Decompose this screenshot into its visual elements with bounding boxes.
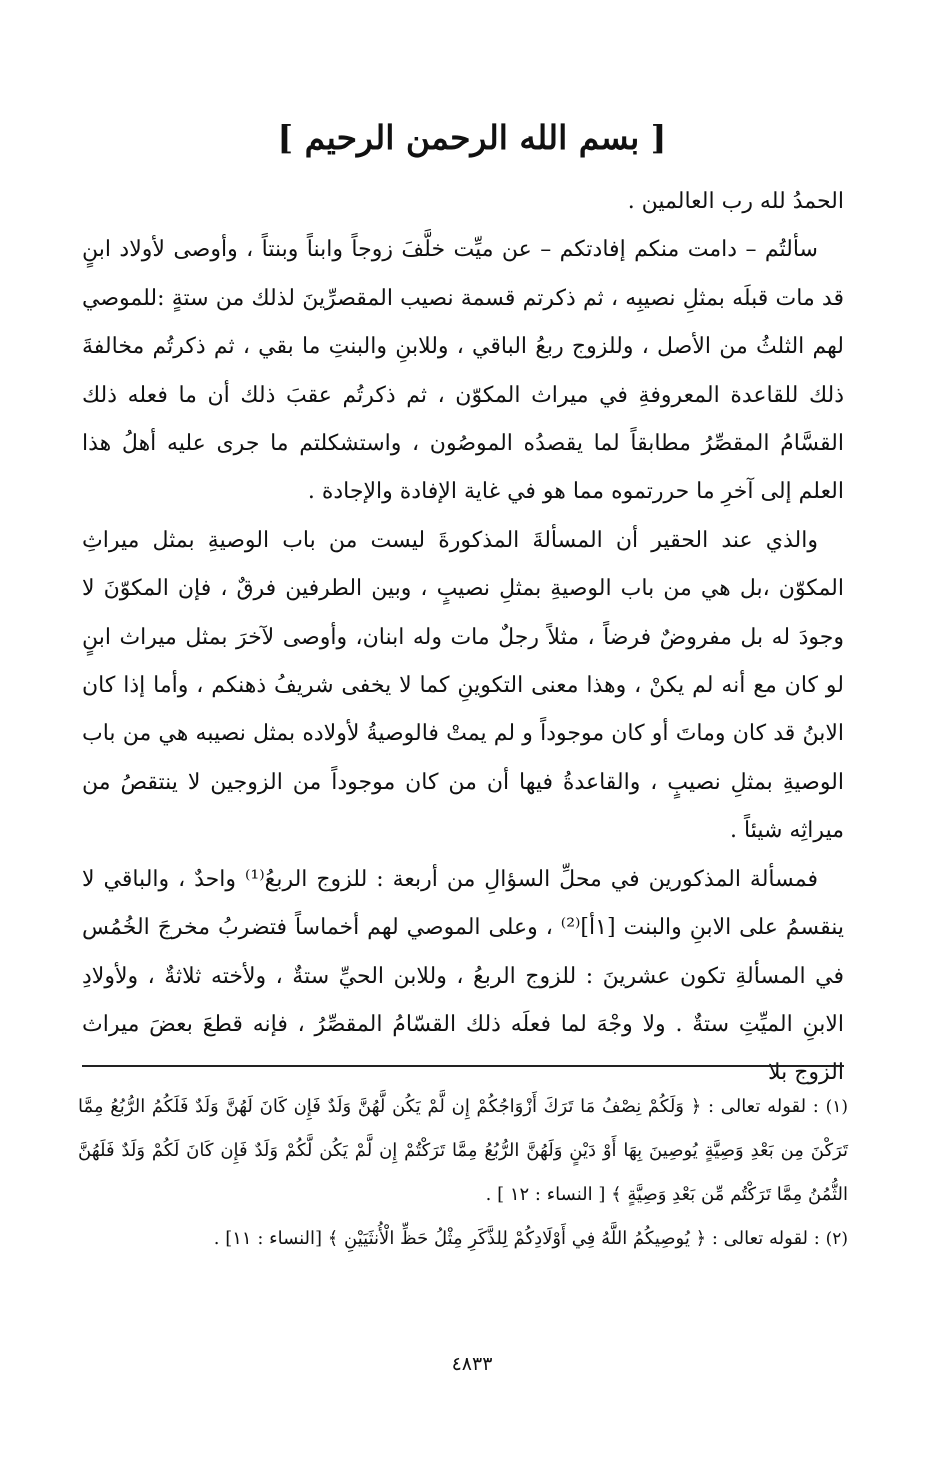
paragraph-calculation: فمسألة المذكورين في محلِّ السؤالِ من أربعة : للزوج الربعُ⁽¹⁾ واحدٌ ، والباقي لا ينقسمُ على الابنِ والبنت [١أ]⁽²⁾ ، وعلى الموصي لهم أخماساً فتضربُ مخرجَ الخُمُس في المسألةِ تكون عشرينَ : للزوج الربعُ ، وللابن الحيِّ ستةٌ ، ولأخته ثلاثةٌ ، ولأولادِ الابنِ الميِّتِ ستةٌ . ولا وجْهَ لما فعلَه ذلك القسّامُ المقصِّرُ ، فإنه قطعَ بعضَ ميراث الزوج بلا <box>82 866 845 1086</box>
footnotes <box>78 1085 848 1261</box>
paragraph-praise: الحمدُ لله رب العالمين . <box>627 189 844 214</box>
footnote-2 <box>78 1217 848 1261</box>
main-text <box>82 178 844 1098</box>
footnote-divider <box>82 1065 844 1067</box>
paragraph-answer: والذي عند الحقير أن المسألةَ المذكورةَ ليست من باب الوصيةِ بمثل ميراثِ المكوّن ،بل هي من باب الوصيةِ بمثلِ نصيبٍ ، وبين الطرفين فرقٌ ، فإن المكوّنَ لا وجودَ له بل مفروضٌ فرضاً ، مثلاً رجلٌ مات وله ابنان، وأوصى لآخرَ بمثل ميراث ابنٍ لو كان مع أنه لم يكنْ ، وهذا معنى التكوينِ كما لا يخفى شريفُ ذهنكم ، وأما إذا كان الابنُ قد كان وماتَ أو كان موجوداً و لم يمتْ فالوصيةُ لأولاده بمثل نصيبه هي من باب الوصيةِ بمثلِ نصيبٍ ، والقاعدةُ فيها أن من كان موجوداً من الزوجين لا ينتقصُ من ميراثِه شيئاً . <box>82 527 844 844</box>
footnote-2-text: : لقوله تعالى : ﴿ يُوصِيكُمُ اللَّهُ فِي أَوْلَادِكُمْ لِلذَّكَرِ مِثْلُ حَظِّ الْأُنثَيَيْنِ ﴾ [النساء : ١١] . <box>213 1228 820 1249</box>
footnote-2-marker: (٢) <box>825 1229 848 1249</box>
page-number: ٤٨٣٣ <box>451 1353 493 1375</box>
paragraph-question: سألتُم – دامت منكم إفادتكم – عن ميِّت خلَّفَ زوجاً وابناً وبنتاً ، وأوصى لأولاد ابنٍ قد مات قبلَه بمثلِ نصيبِه ، ثم ذكرتم قسمة نصيب المقصرِّينَ لذلك من ستةٍ :للموصي لهم الثلثُ من الأصل ، وللزوج ربعُ الباقي ، وللابنِ والبنتِ ما بقي ، ثم ذكرتُم مخالفةَ ذلك للقاعدة المعروفةِ في ميراث المكوّن ، ثم ذكرتُم عقبَ ذلك أن ما فعله ذلك القسَّامُ المقصِّرُ مطابقاً لما يقصدُه الموصُون ، واستشكلتم ما جرى عليه أهلُ هذا العلم إلى آخرِ ما حررتموه مما هو في غاية الإفادة والإجادة . <box>82 237 844 505</box>
page-title: [ بسم الله الرحمن الرحيم ] <box>277 118 667 157</box>
footnote-1-text: : لقوله تعالى : ﴿ وَلَكُمْ نِصْفُ مَا تَرَكَ أَزْوَاجُكُمْ إِن لَّمْ يَكُن لَّهُنَّ وَلَدٌ فَإِن كَانَ لَهُنَّ وَلَدٌ فَلَكُمُ الرُّبُعُ مِمَّا تَرَكْنَ مِن بَعْدِ وَصِيَّةٍ يُوصِينَ بِهَا أَوْ دَيْنٍ وَلَهُنَّ الرُّبُعُ مِمَّا تَرَكْتُمْ إِن لَّمْ يَكُن لَّكُمْ وَلَدٌ فَإِن كَانَ لَكُمْ وَلَدٌ فَلَهُنَّ الثُّمُنُ مِمَّا تَرَكْتُم مِّن بَعْدِ وَصِيَّةٍ ﴾ [ النساء : ١٢ ] . <box>78 1096 848 1205</box>
footnote-1-marker: (١) <box>825 1097 848 1117</box>
footnote-1 <box>78 1085 848 1217</box>
